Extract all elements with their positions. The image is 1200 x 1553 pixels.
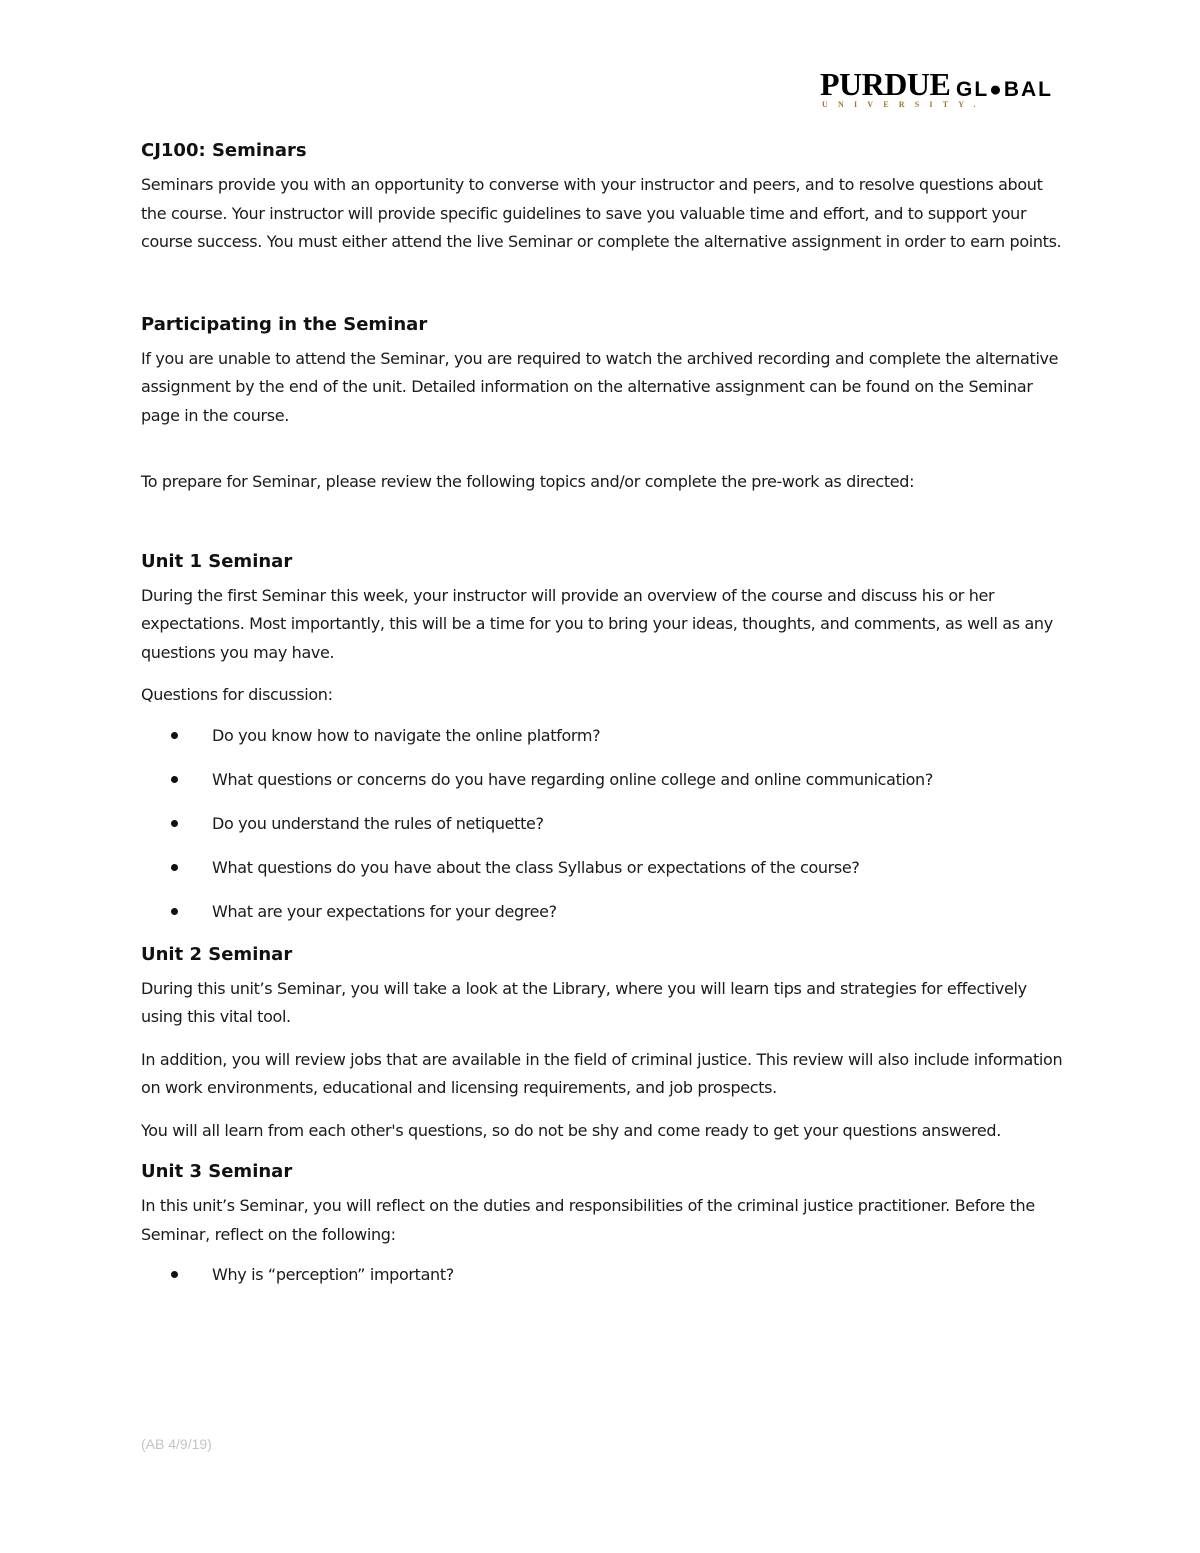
bullet-icon [171, 908, 178, 915]
unit2-heading: Unit 2 Seminar [141, 943, 293, 965]
unit3-question-list [141, 1261, 1071, 1289]
participating-paragraph: If you are unable to attend the Seminar, you are required to watch the archived recording and complete the alternative assignment by the end of the unit. Detailed information on the alternative assignment can be found on the Seminar page in the course. [141, 348, 1059, 425]
bullet-icon [171, 732, 178, 739]
list-item-text: What questions or concerns do you have regarding online college and online communication? [212, 769, 933, 789]
intro-paragraph: Seminars provide you with an opportunity to converse with your instructor and peers, and to resolve questions about the course. Your instructor will provide specific guidelines to save you valuable time and effort, and to support your course success. You must either attend the live Seminar or complete the alternative assignment in order to earn points. [141, 175, 1062, 251]
bullet-icon [171, 776, 178, 783]
logo-university-text: UNIVERSITY. [822, 100, 986, 109]
list-item [141, 766, 1071, 794]
unit3-paragraph: In this unit’s Seminar, you will reflect on the duties and responsibilities of the criminal justice practitioner. Before the Seminar, reflect on the following: [141, 1196, 1035, 1244]
document-title: CJ100: Seminars [141, 140, 307, 161]
list-item-text: What are your expectations for your degree? [212, 901, 557, 921]
unit3-heading: Unit 3 Seminar [141, 1161, 293, 1182]
unit1-questions-label: Questions for discussion: [141, 685, 333, 704]
list-item [141, 854, 1071, 882]
list-item [141, 810, 1071, 838]
logo-global-text: GL●BAL [956, 78, 1054, 101]
prepare-paragraph: To prepare for Seminar, please review the following topics and/or complete the pre-work as directed: [141, 472, 915, 491]
unit2-paragraph-2: In addition, you will review jobs that are available in the field of criminal justice. This review will also include information on work environments, educational and licensing requirements, and job prospects. [141, 1049, 1063, 1097]
purdue-global-logo [820, 68, 1060, 112]
unit1-paragraph: During the first Seminar this week, your instructor will provide an overview of the course and discuss his or her expectations. Most importantly, this will be a time for you to bring your ideas, thoughts, and comments, as well as any questions you may have. [141, 585, 1053, 662]
list-item-text: What questions do you have about the class Syllabus or expectations of the course? [212, 857, 860, 877]
footer-revision-code: (AB 4/9/19) [141, 1436, 212, 1452]
list-item-text: Do you know how to navigate the online platform? [212, 725, 601, 745]
participating-heading: Participating in the Seminar [141, 313, 428, 335]
unit1-question-list [141, 722, 1071, 926]
list-item-text: Why is “perception” important? [212, 1265, 454, 1284]
bullet-icon [171, 864, 178, 871]
list-item [141, 1261, 1071, 1289]
document-body [141, 138, 1071, 1305]
logo-purdue-text: PURDUE [820, 66, 951, 102]
unit2-paragraph-3: You will all learn from each other's questions, so do not be shy and come ready to get your questions answered. [141, 1120, 1001, 1140]
list-item-text: Do you understand the rules of netiquette? [212, 813, 544, 833]
bullet-icon [171, 1271, 178, 1278]
unit2-paragraph-1: During this unit’s Seminar, you will take a look at the Library, where you will learn tips and strategies for effectively using this vital tool. [141, 978, 1027, 1026]
list-item [141, 898, 1071, 926]
unit1-heading: Unit 1 Seminar [141, 550, 293, 572]
bullet-icon [171, 820, 178, 827]
list-item [141, 722, 1071, 750]
